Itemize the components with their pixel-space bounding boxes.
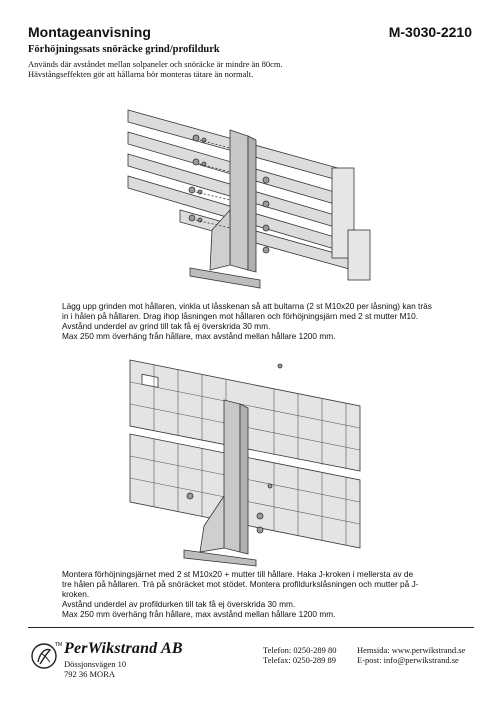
intro-line: Hävstångseffekten gör att hållarna bör monteras tätare än normalt.	[28, 69, 254, 79]
company-logo-icon	[28, 640, 63, 672]
caption-line: Avstånd underdel av profildurken till tak få ej överskrida 30 mm.	[62, 599, 296, 609]
document-title: Montageanvisning	[28, 24, 151, 40]
caption-line: Lägg upp grinden mot hållaren, vinkla ut låsskenan så att bultarna (2 st M10x20 per låsning) kan träs	[62, 301, 432, 311]
tube-rail-illustration	[120, 100, 380, 300]
step1-caption	[62, 301, 442, 341]
email: E-post: info@perwikstrand.se	[357, 655, 459, 665]
caption-line: Max 250 mm överhäng från hållare, max avstånd mellan hållare 1200 mm.	[62, 609, 336, 619]
caption-line: tre hålen på hållaren. Trä på snöräcket mot stödet. Montera profildurkslåsningen och mutter på J-	[62, 579, 419, 589]
caption-line: Avstånd underdel av grind till tak få ej överskrida 30 mm.	[62, 321, 271, 331]
caption-line: kroken.	[62, 589, 90, 599]
trademark-mark: TM	[55, 642, 63, 648]
web-block	[357, 645, 465, 665]
caption-line: Max 250 mm överhäng från hållare, max avstånd mellan hållare 1200 mm.	[62, 331, 336, 341]
address-line: Dössjonsvägen 10	[64, 659, 127, 669]
document-code: M-3030-2210	[388, 24, 472, 40]
phone-number: Telefon: 0250-289 80	[263, 645, 337, 655]
company-name: PerWikstrand AB	[64, 640, 183, 657]
step2-caption	[62, 569, 442, 619]
company-address	[64, 659, 126, 679]
website: Hemsida: www.perwikstrand.se	[357, 645, 466, 655]
intro-line: Används där avståndet mellan solpaneler och snöräcke är mindre än 80cm.	[28, 59, 283, 69]
caption-line: in i hålen på hållaren. Drag ihop låsningen mot hållaren och förhöjningsjärn med 2 st mutter M10.	[62, 311, 419, 321]
document-subtitle: Förhöjningssats snöräcke grind/profildurk	[28, 44, 220, 55]
address-line: 792 36 MORA	[64, 669, 116, 679]
footer-divider	[28, 627, 474, 628]
grating-rail-illustration	[120, 356, 370, 566]
intro-text	[28, 59, 283, 79]
fax-number: Telefax: 0250-289 89	[263, 655, 337, 665]
phone-block	[263, 645, 337, 665]
caption-line: Montera förhöjningsjärnet med 2 st M10x20 + mutter till hållare. Haka J-kroken i mellersta av de	[62, 569, 414, 579]
